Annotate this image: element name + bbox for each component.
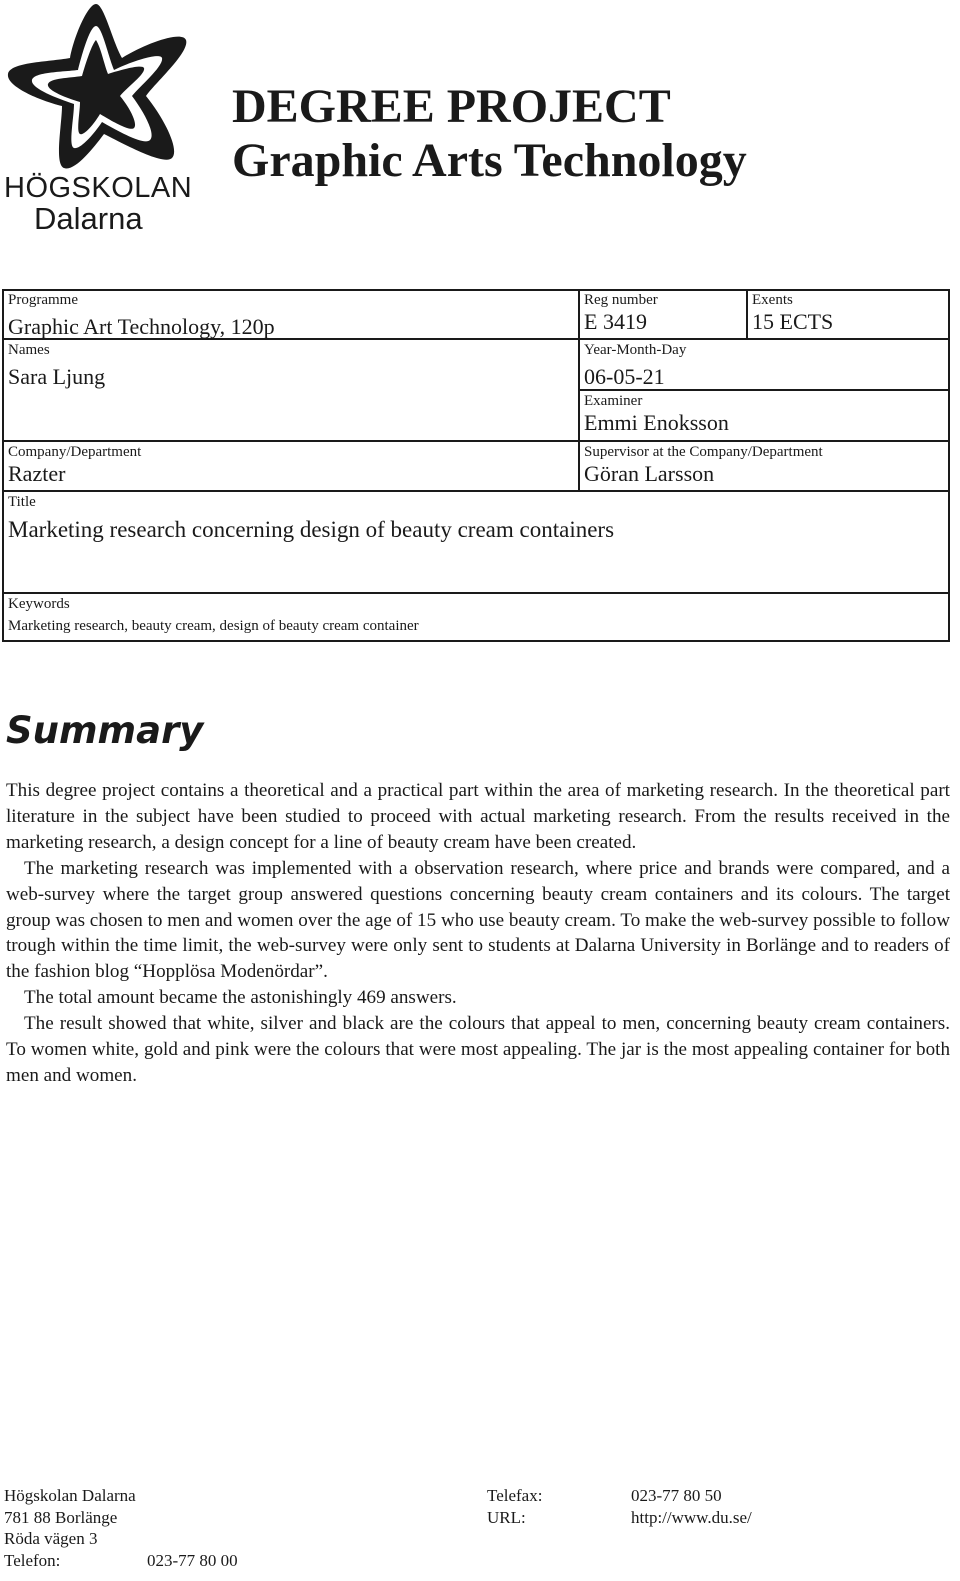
company-value: Razter (8, 461, 66, 486)
examiner-value: Emmi Enoksson (584, 410, 729, 435)
date-value: 06-05-21 (584, 364, 665, 389)
keywords-label: Keywords (8, 596, 70, 612)
logo-text-hogskolan: HÖGSKOLAN (4, 172, 193, 204)
logo-text-dalarna: Dalarna (34, 201, 143, 236)
row-divider (4, 490, 948, 492)
title-cell (8, 494, 938, 543)
supervisor-value: Göran Larsson (584, 461, 715, 486)
summary-paragraph: The result showed that white, silver and black are the colours that appeal to men, concerning beauty cream containers. To women white, gold and pink were the colours that were most appealing. The jar is the most appealing container for both men and women. (6, 1013, 950, 1086)
date-label: Year-Month-Day (584, 342, 687, 358)
footer-url-label: URL: (487, 1507, 526, 1527)
footer-university-name: Högskolan Dalarna (4, 1486, 136, 1505)
keywords-value: Marketing research, beauty cream, design of beauty cream container (8, 618, 419, 634)
company-label: Company/Department (8, 444, 142, 460)
university-logo (4, 0, 193, 240)
thesis-title: Marketing research concerning design of beauty cream containers (8, 517, 615, 542)
examiner-label: Examiner (584, 393, 643, 409)
date-cell (584, 342, 944, 390)
examiner-cell (584, 393, 944, 436)
reg-number-value: E 3419 (584, 309, 647, 334)
column-divider (578, 291, 580, 492)
reg-number-label: Reg number (584, 292, 658, 308)
summary-heading: Summary (6, 709, 204, 752)
column-divider (746, 291, 748, 340)
title-line-graphic-arts: Graphic Arts Technology (232, 134, 747, 187)
names-value: Sara Ljung (8, 364, 106, 389)
row-divider (4, 440, 948, 442)
footer-fax-label: Telefax: (487, 1486, 543, 1505)
supervisor-cell (584, 444, 944, 487)
programme-value: Graphic Art Technology, 120p (8, 314, 275, 339)
company-cell (8, 444, 568, 487)
summary-body (6, 778, 950, 1089)
title-line-degree-project: DEGREE PROJECT (232, 80, 671, 133)
title-label: Title (8, 494, 36, 510)
keywords-cell (8, 596, 938, 635)
footer-fax-value: 023-77 80 50 (631, 1486, 722, 1505)
reg-number-cell (584, 292, 744, 335)
extent-value: 15 ECTS (752, 309, 834, 334)
names-label: Names (8, 342, 50, 358)
names-cell (8, 342, 568, 390)
footer-phone-value: 023-77 80 00 (147, 1550, 238, 1570)
summary-paragraph: This degree project contains a theoretical and a practical part within the area of marketing research. In the theoretical part literature in the subject have been studied to proceed with actual marketing research. From the results received in the marketing research, a design concept for a line of beauty cream have been created. (6, 780, 950, 853)
row-divider (4, 592, 948, 594)
supervisor-label: Supervisor at the Company/Department (584, 444, 823, 460)
extent-label: Exents (752, 292, 793, 308)
footer-postal-address: 781 88 Borlänge (4, 1507, 118, 1527)
star-flower-logo-icon (4, 0, 188, 172)
footer-phone-label: Telefon: (4, 1550, 61, 1570)
extent-cell (752, 292, 942, 335)
programme-label: Programme (8, 292, 78, 308)
footer-url-link[interactable]: http://www.du.se/ (631, 1507, 752, 1527)
footer-street-address: Röda vägen 3 (4, 1529, 98, 1548)
project-info-table (2, 289, 950, 642)
programme-cell (8, 292, 568, 340)
summary-paragraph: The total amount became the astonishingly 469 answers. (24, 987, 457, 1009)
document-title (232, 80, 747, 188)
summary-paragraph: The marketing research was implemented with a observation research, where price and brands were compared, and a web-survey where the target group answered questions concerning beauty cream containers and its colours. The target group was chosen to men and women over the age of 15 who use beauty cream. To make the web-survey possible to follow trough within the time limit, the web-survey were only sent to students at Dalarna University in Borlänge and to readers of the fashion blog “Hopplösa Modenördar”. (6, 857, 950, 983)
